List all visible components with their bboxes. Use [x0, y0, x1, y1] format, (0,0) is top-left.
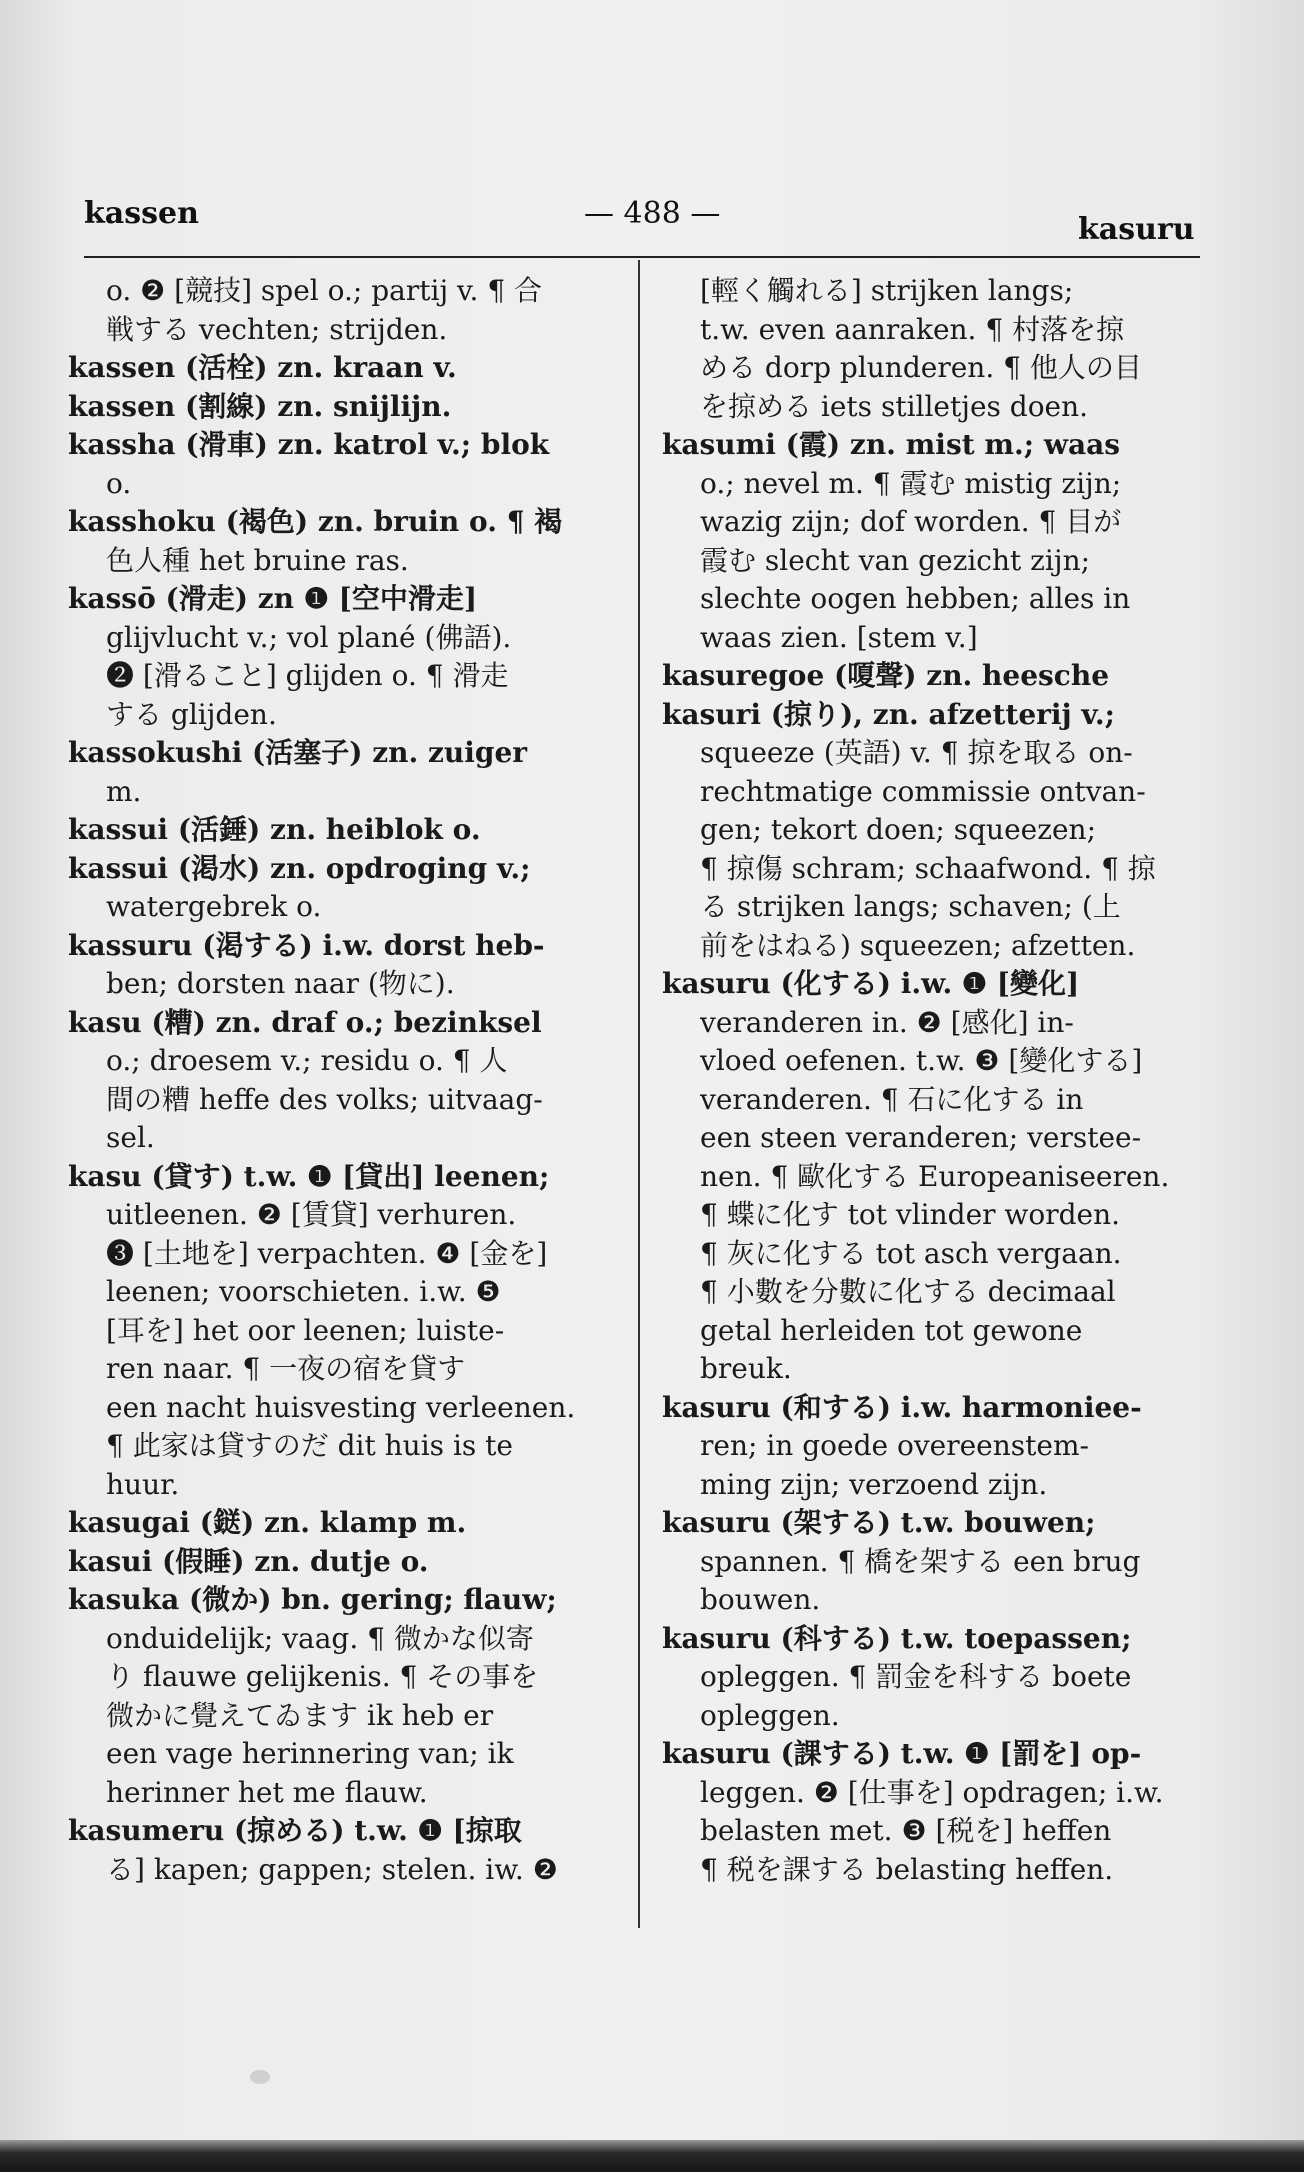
entry-continuation: 微かに覺えてゐます ik heb er [106, 1698, 494, 1732]
entry-continuation: watergebrek o. [106, 890, 322, 923]
entry-continuation: nen. ¶ 歐化する Europeaniseeren. [700, 1159, 1170, 1193]
entry-continuation: opleggen. [700, 1698, 840, 1732]
entry-headline: kasumi (霞) zn. mist m.; waas [662, 428, 1120, 461]
right-column [662, 272, 1210, 1889]
column-divider [638, 260, 640, 1928]
entry-continuation: o. [106, 466, 132, 500]
entry-continuation: een steen veranderen; verstee- [700, 1121, 1142, 1154]
entry-continuation: 霞む slecht van gezicht zijn; [700, 543, 1091, 577]
entry-continuation: veranderen. ¶ 石に化する in [700, 1082, 1084, 1116]
entry-continuation: rechtmatige commissie ontvan- [700, 774, 1146, 808]
entry-headline: kassen (割線) zn. snijlijn. [68, 389, 452, 423]
entry-continuation: waas zien. [stem v.] [700, 620, 978, 654]
entry-headline: kasugai (鎹) zn. klamp m. [68, 1506, 467, 1539]
running-head-right: kasuru [1078, 212, 1195, 247]
entry-continuation: [耳を] het oor leenen; luiste- [106, 1313, 505, 1347]
entry-continuation: o.; nevel m. ¶ 霞む mistig zijn; [700, 466, 1122, 500]
entry-continuation: leenen; voorschieten. i.w. ❺ [106, 1275, 501, 1308]
entry-headline: kasshoku (褐色) zn. bruin o. ¶ 褐 [68, 505, 563, 538]
entry-continuation: m. [106, 774, 142, 808]
entry-headline: kassui (活錘) zn. heiblok o. [68, 813, 481, 846]
entry-headline: kasu (糟) zn. draf o.; bezinksel [68, 1005, 542, 1039]
entry-continuation: onduidelijk; vaag. ¶ 微かな似寄 [106, 1621, 534, 1655]
entry-continuation: slechte oogen hebben; alles in [700, 582, 1131, 615]
entry-continuation: ren naar. ¶ 一夜の宿を貸す [106, 1352, 466, 1385]
running-head-left: kassen [84, 196, 199, 231]
entry-continuation: sel. [106, 1121, 155, 1154]
entry-continuation: t.w. even aanraken. ¶ 村落を掠 [700, 312, 1125, 346]
page-bottom-edge [0, 2140, 1304, 2172]
entry-continuation: ¶ 灰に化する tot asch vergaan. [700, 1236, 1122, 1270]
entry-continuation: een nacht huisvesting verleenen. [106, 1390, 576, 1424]
entry-headline: kassen (活栓) zn. kraan v. [68, 351, 457, 384]
entry-continuation: ming zijn; verzoend zijn. [700, 1467, 1048, 1501]
entry-continuation: ¶ 蝶に化す tot vlinder worden. [700, 1198, 1121, 1231]
entry-headline: kasumeru (掠める) t.w. ❶ [掠取 [68, 1814, 522, 1847]
entry-continuation: 間の糟 heffe des volks; uitvaag- [106, 1082, 543, 1116]
entry-continuation: ¶ 小數を分數に化する decimaal [700, 1275, 1116, 1308]
entry-headline: kasuru (化する) i.w. ❶ [變化] [662, 967, 1080, 1000]
page-number: — 488 — [584, 196, 721, 231]
entry-headline: kassokushi (活塞子) zn. zuiger [68, 736, 528, 769]
entry-headline: kasuka (微か) bn. gering; flauw; [68, 1583, 557, 1616]
entry-continuation: める dorp plunderen. ¶ 他人の目 [700, 351, 1142, 384]
entry-headline: kasuru (架する) t.w. bouwen; [662, 1506, 1096, 1539]
entry-headline: kassō (滑走) zn ❶ [空中滑走] [68, 582, 478, 615]
entry-headline: kasu (貸す) t.w. ❶ [貸出] leenen; [68, 1159, 550, 1193]
entry-continuation: belasten met. ❸ [税を] heffen [700, 1814, 1112, 1847]
entry-continuation: een vage herinnering van; ik [106, 1737, 514, 1770]
header-rule [84, 256, 1200, 258]
entry-continuation: veranderen in. ❷ [感化] in- [700, 1005, 1074, 1039]
entry-continuation: getal herleiden tot gewone [700, 1313, 1083, 1347]
entry-continuation: ¶ 税を課する belasting heffen. [700, 1852, 1114, 1886]
entry-continuation: wazig zijn; dof worden. ¶ 目が [700, 505, 1122, 538]
entry-continuation: る strijken langs; schaven; (上 [700, 890, 1121, 923]
entry-continuation: huur. [106, 1467, 180, 1501]
entry-continuation: 色人種 het bruine ras. [106, 543, 409, 577]
entry-continuation: bouwen. [700, 1583, 821, 1616]
entry-continuation: o. ❷ [競技] spel o.; partij v. ¶ 合 [106, 274, 543, 307]
left-column [68, 272, 620, 1889]
entry-headline: kassuru (渇する) i.w. dorst heb- [68, 928, 545, 962]
entry-headline: kasui (假睡) zn. dutje o. [68, 1544, 429, 1578]
entry-continuation: [輕く觸れる] strijken langs; [700, 274, 1074, 307]
entry-continuation: り flauwe gelijkenis. ¶ その事を [106, 1660, 539, 1693]
entry-continuation: spannen. ¶ 橋を架する een brug [700, 1544, 1141, 1578]
entry-continuation: vloed oefenen. t.w. ❸ [變化する] [700, 1044, 1143, 1077]
entry-headline: kasuru (科する) t.w. toepassen; [662, 1621, 1132, 1655]
entry-continuation: ben; dorsten naar (物に). [106, 967, 455, 1000]
entry-continuation: gen; tekort doen; squeezen; [700, 813, 1097, 846]
entry-headline: kasuri (掠り), zn. afzetterij v.; [662, 697, 1115, 731]
entry-headline: kassui (渇水) zn. opdroging v.; [68, 851, 531, 885]
entry-continuation: ❷ [滑ること] glijden o. ¶ 滑走 [106, 659, 509, 692]
paper-stain [250, 2070, 270, 2084]
entry-continuation: 戦する vechten; strijden. [106, 312, 448, 346]
entry-continuation: する glijden. [106, 697, 277, 731]
entry-continuation: glijvlucht v.; vol plané (佛語). [106, 620, 512, 654]
entry-headline: kasuru (和する) i.w. harmoniee- [662, 1390, 1142, 1424]
entry-headline: kassha (滑車) zn. katrol v.; blok [68, 428, 550, 461]
entry-continuation: squeeze (英語) v. ¶ 掠を取る on- [700, 736, 1133, 769]
entry-continuation: を掠める iets stilletjes doen. [700, 389, 1089, 423]
entry-continuation: breuk. [700, 1352, 792, 1385]
entry-continuation: 前をはねる) squeezen; afzetten. [700, 928, 1136, 962]
entry-continuation: ¶ 掠傷 schram; schaafwond. ¶ 掠 [700, 851, 1156, 885]
entry-continuation: uitleenen. ❷ [賃貸] verhuren. [106, 1198, 517, 1231]
entry-headline: kasuru (課する) t.w. ❶ [罰を] op- [662, 1737, 1142, 1770]
entry-continuation: herinner het me flauw. [106, 1775, 428, 1809]
entry-headline: kasuregoe (嗄聲) zn. heesche [662, 659, 1110, 692]
entry-continuation: る] kapen; gappen; stelen. iw. ❷ [106, 1852, 558, 1886]
entry-continuation: ¶ 此家は貸すのだ dit huis is te [106, 1429, 513, 1462]
entry-continuation: opleggen. ¶ 罰金を科する boete [700, 1660, 1132, 1693]
entry-continuation: leggen. ❷ [仕事を] opdragen; i.w. [700, 1775, 1164, 1809]
entry-continuation: o.; droesem v.; residu o. ¶ 人 [106, 1044, 508, 1077]
entry-continuation: ren; in goede overeenstem- [700, 1429, 1089, 1462]
entry-continuation: ❸ [土地を] verpachten. ❹ [金を] [106, 1236, 548, 1270]
